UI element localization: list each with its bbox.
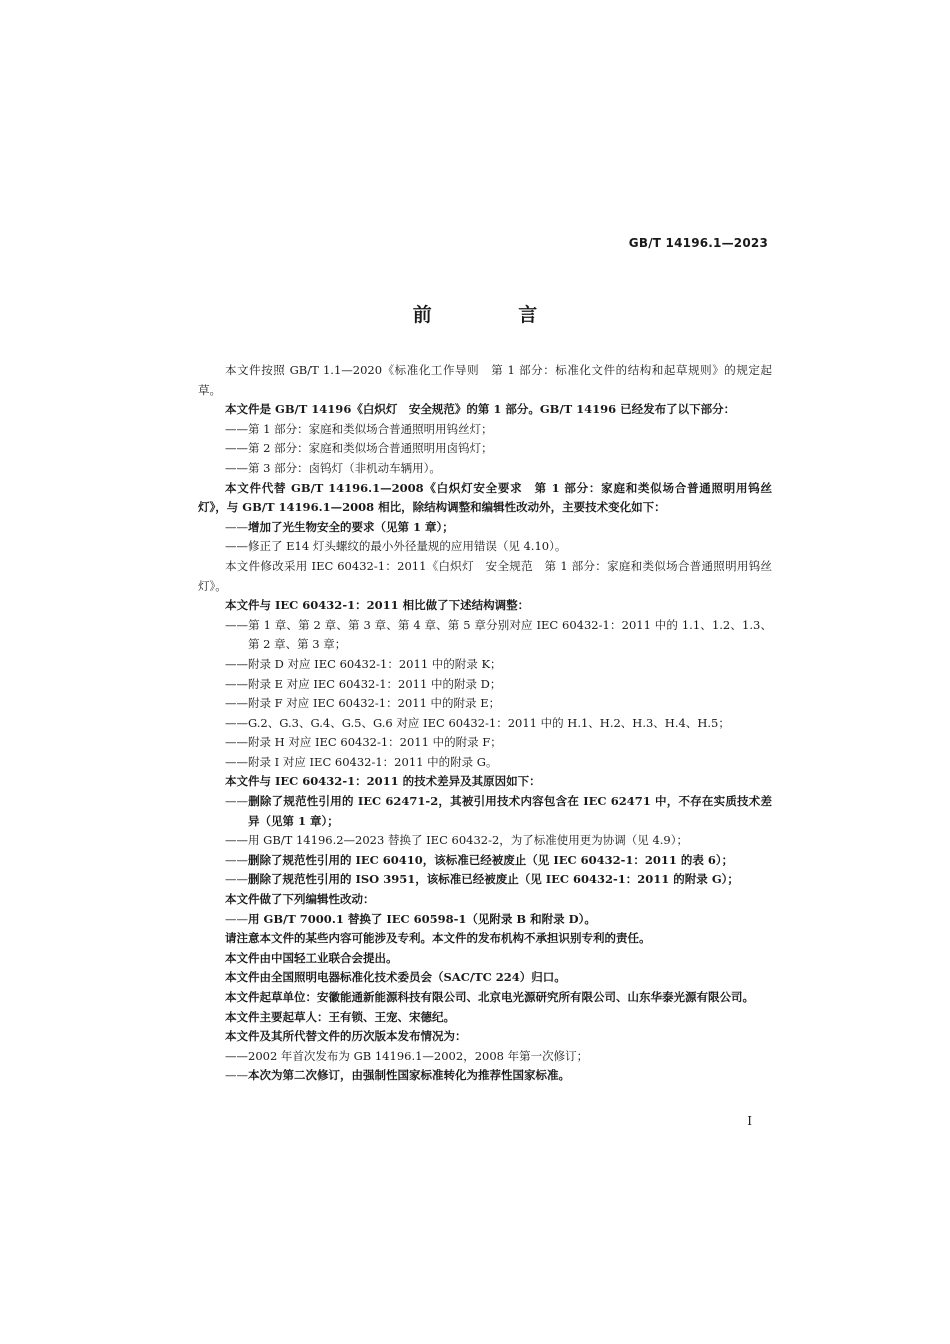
list-item-text: 用 GB/T 14196.2—2023 替换了 IEC 60432-2，为了标准使用更为协调（见 4.9）；: [248, 833, 688, 848]
dash-marker: ——: [225, 441, 248, 456]
paragraph: 本文件起草单位：安徽能通新能源科技有限公司、北京电光源研究所有限公司、山东华泰光源有限公司。: [225, 990, 754, 1004]
paragraph: 本文件由全国照明电器标准化技术委员会（SAC/TC 224）归口。: [225, 970, 566, 985]
list-item-text: 用 GB/T 7000.1 替换了 IEC 60598-1（见附录 B 和附录 D）。: [248, 911, 596, 926]
dash-list-item: [225, 1047, 772, 1067]
dash-marker: ——: [225, 1048, 248, 1063]
dash-list-item: [225, 831, 772, 851]
list-item-text: 附录 F 对应 IEC 60432-1：2011 中的附录 E；: [248, 696, 501, 711]
dash-list-item: [225, 439, 772, 459]
list-item-text: 第 3 部分：卤钨灯（非机动车辆用）。: [248, 460, 441, 475]
list-item-text: 本次为第二次修订，由强制性国家标准转化为推荐性国家标准。: [248, 1068, 570, 1083]
dash-list-item: [225, 675, 772, 695]
list-item-text: 附录 H 对应 IEC 60432-1：2011 中的附录 F；: [248, 735, 502, 750]
dash-list-item: [225, 714, 772, 734]
list-item-text: 2002 年首次发布为 GB 14196.1—2002，2008 年第一次修订；: [248, 1048, 589, 1063]
paragraph: 本文件是 GB/T 14196《白炽灯 安全规范》的第 1 部分。GB/T 14196 已经发布了以下部分：: [225, 402, 736, 417]
list-item-text: 第 1 章、第 2 章、第 3 章、第 4 章、第 5 章分别对应 IEC 60432-1：2011 中的 1.1、1.2、1.3、第 2 章、第 3 章；: [248, 617, 772, 652]
paragraph: 本文件做了下列编辑性改动：: [225, 892, 375, 907]
dash-marker: ——: [225, 519, 248, 534]
paragraph: 本文件代替 GB/T 14196.1—2008《白炽灯安全要求 第 1 部分：家庭和类似场合普通照明用钨丝灯》，与 GB/T 14196.1—2008 相比，除结构调整和编辑性改动外，主要技术变化如下：: [198, 480, 772, 515]
dash-marker: ——: [225, 656, 248, 671]
dash-marker: ——: [225, 911, 248, 926]
dash-list-item: [225, 518, 772, 538]
page-title: 前 言: [412, 304, 578, 326]
dash-marker: ——: [225, 872, 248, 887]
dash-marker: ——: [225, 676, 248, 691]
dash-list-item: [225, 459, 772, 479]
dash-marker: ——: [225, 539, 248, 554]
list-item-text: 修正了 E14 灯头螺纹的最小外径量规的应用错误（见 4.10）。: [248, 539, 567, 554]
list-item-text: 附录 I 对应 IEC 60432-1：2011 中的附录 G。: [248, 754, 498, 769]
paragraph: 本文件与 IEC 60432-1：2011 相比做了下述结构调整：: [225, 598, 530, 613]
dash-marker: ——: [225, 460, 248, 475]
dash-marker: ——: [225, 696, 248, 711]
dash-marker: ——: [225, 421, 248, 436]
dash-marker: ——: [225, 715, 248, 730]
dash-list-item: [225, 753, 772, 773]
paragraph: 本文件修改采用 IEC 60432-1：2011《白炽灯 安全规范 第 1 部分：家庭和类似场合普通照明用钨丝灯》。: [198, 558, 772, 593]
dash-marker: ——: [225, 735, 248, 750]
dash-list-item: [225, 694, 772, 714]
dash-list-item: [225, 1066, 772, 1086]
paragraph: 本文件按照 GB/T 1.1—2020《标准化工作导则 第 1 部分：标准化文件的结构和起草规则》的规定起草。: [198, 363, 772, 397]
list-item-text: 删除了规范性引用的 ISO 3951，该标准已经被废止（见 IEC 60432-1：2011 的附录 G）；: [248, 872, 739, 887]
dash-list-item: [225, 537, 772, 557]
paragraph: 请注意本文件的某些内容可能涉及专利。本文件的发布机构不承担识别专利的责任。: [225, 931, 651, 946]
dash-marker: ——: [225, 794, 248, 809]
paragraph: 本文件及其所代替文件的历次版本发布情况为：: [225, 1029, 467, 1044]
list-item-text: 第 2 部分：家庭和类似场合普通照明用卤钨灯；: [248, 441, 493, 456]
list-item-text: 删除了规范性引用的 IEC 60410，该标准已经被废止（见 IEC 60432-1：2011 的表 6）；: [248, 852, 734, 867]
paragraph: 本文件主要起草人：王有锁、王宠、宋德纪。: [225, 1009, 455, 1024]
list-item-text: 增加了光生物安全的要求（见第 1 章）；: [248, 519, 454, 534]
dash-list-item: [225, 851, 772, 871]
standard-code: GB/T 14196.1—2023: [628, 236, 768, 250]
list-item-text: 删除了规范性引用的 IEC 62471-2，其被引用技术内容包含在 IEC 62471 中，不存在实质技术差异（见第 1 章）；: [248, 794, 772, 828]
dash-list-item: [225, 792, 772, 831]
dash-list-item: [225, 616, 772, 655]
page-number: I: [747, 1114, 752, 1128]
paragraph: 本文件与 IEC 60432-1：2011 的技术差异及其原因如下：: [225, 774, 541, 789]
dash-list-item: [225, 910, 772, 930]
dash-list-item: [225, 870, 772, 890]
dash-marker: ——: [225, 1068, 248, 1083]
dash-list-item: [225, 655, 772, 675]
foreword-body: [198, 361, 772, 1086]
list-item-text: 第 1 部分：家庭和类似场合普通照明用钨丝灯；: [248, 421, 493, 436]
dash-marker: ——: [225, 852, 248, 867]
dash-list-item: [225, 733, 772, 753]
paragraph: 本文件由中国轻工业联合会提出。: [225, 950, 398, 965]
dash-marker: ——: [225, 617, 248, 632]
dash-list-item: [225, 420, 772, 440]
dash-marker: ——: [225, 833, 248, 848]
dash-marker: ——: [225, 754, 248, 769]
list-item-text: 附录 D 对应 IEC 60432-1：2011 中的附录 K；: [248, 656, 502, 671]
list-item-text: G.2、G.3、G.4、G.5、G.6 对应 IEC 60432-1：2011 中的 H.1、H.2、H.3、H.4、H.5；: [248, 715, 730, 730]
list-item-text: 附录 E 对应 IEC 60432-1：2011 中的附录 D；: [248, 676, 502, 691]
